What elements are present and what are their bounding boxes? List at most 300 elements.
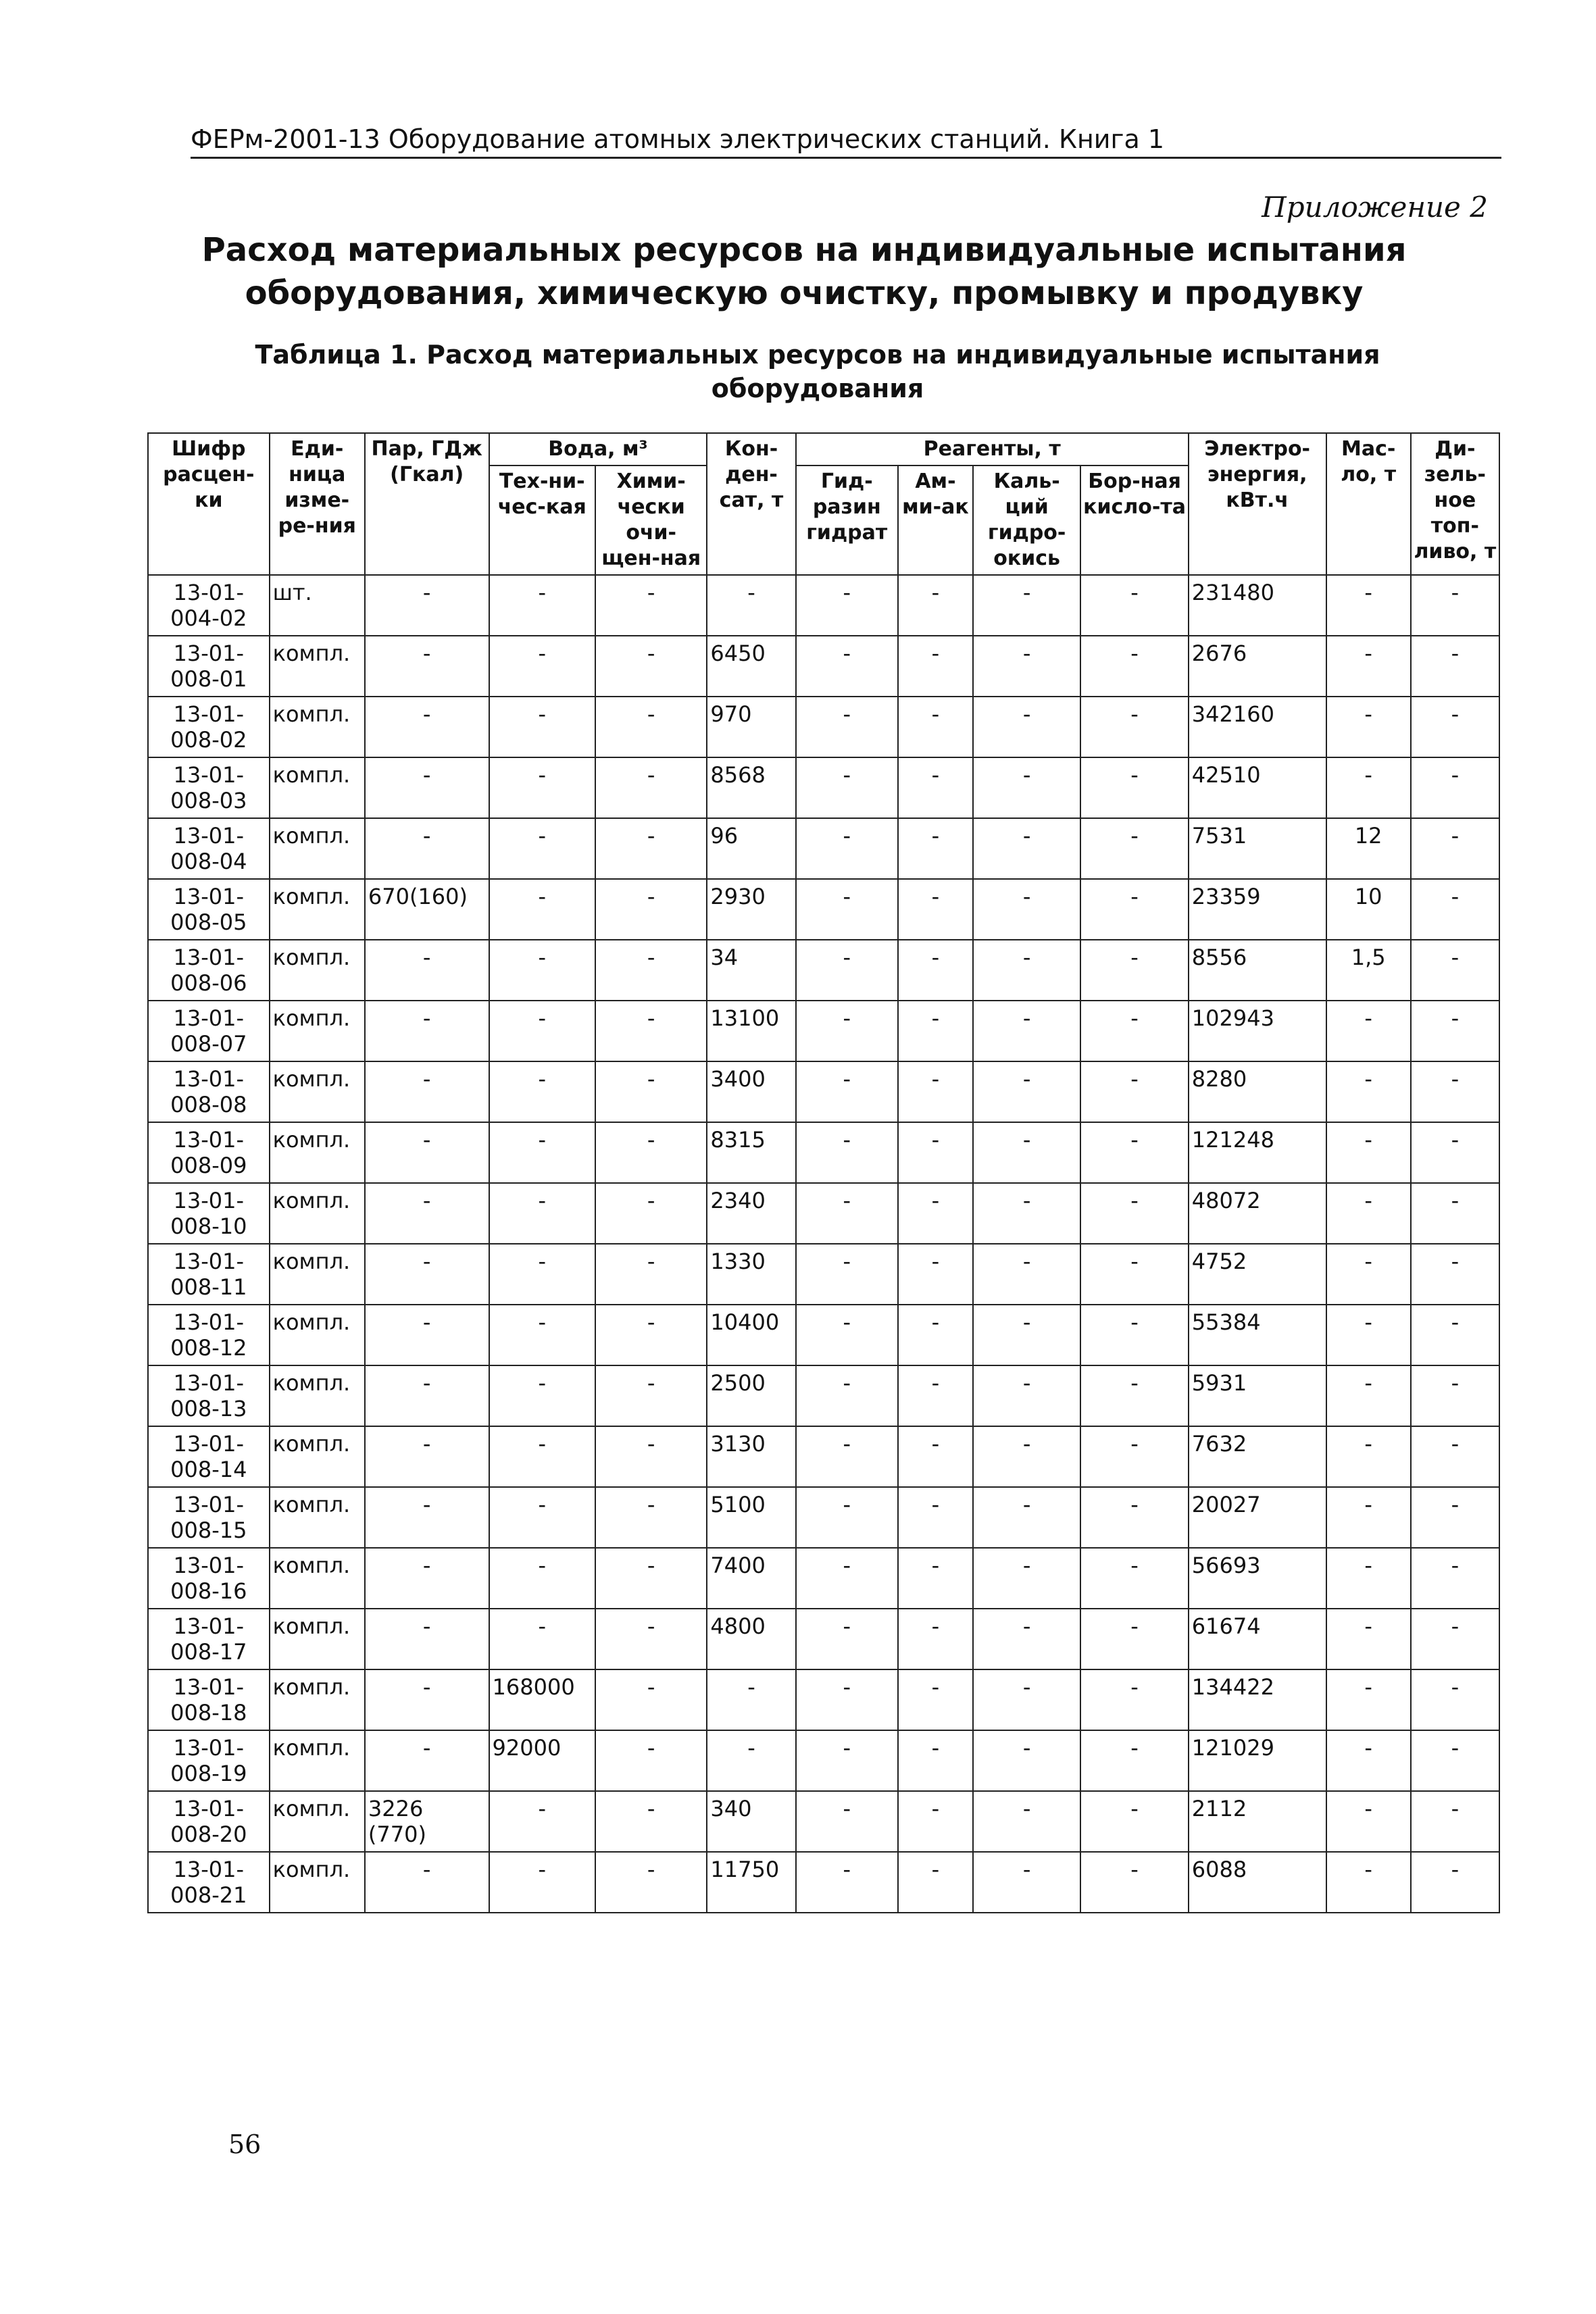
cell-electricity: 8556 [1189, 940, 1326, 1001]
resources-table [147, 432, 1500, 1913]
cell-unit: компл. [270, 1183, 365, 1244]
cell-electricity: 7632 [1189, 1426, 1326, 1487]
running-header: ФЕРм-2001-13 Оборудование атомных электрических станций. Книга 1 [191, 123, 1501, 159]
cell-ammonia: - [898, 879, 973, 940]
cell-steam: 670(160) [365, 879, 489, 940]
table-row [148, 1183, 1499, 1244]
cell-diesel: - [1411, 1244, 1499, 1305]
cell-steam: - [365, 1244, 489, 1305]
cell-hydrazine: - [796, 879, 898, 940]
cell-hydrazine: - [796, 1426, 898, 1487]
cell-oil: - [1326, 757, 1411, 818]
cell-electricity: 121248 [1189, 1122, 1326, 1183]
cell-water-technical: - [489, 1061, 595, 1122]
table-row [148, 1122, 1499, 1183]
cell-oil: 10 [1326, 879, 1411, 940]
cell-diesel: - [1411, 1001, 1499, 1061]
cell-boric-acid: - [1080, 1426, 1188, 1487]
cell-hydrazine: - [796, 1061, 898, 1122]
cell-unit: компл. [270, 1609, 365, 1669]
table-body [148, 575, 1499, 1913]
cell-unit: компл. [270, 879, 365, 940]
cell-condensate: 13100 [707, 1001, 795, 1061]
cell-oil: - [1326, 1487, 1411, 1548]
cell-code: 13-01-008-04 [148, 818, 270, 879]
table-title: Таблица 1. Расход материальных ресурсов на индивидуальные испытания оборудования [255, 340, 1380, 403]
cell-calcium-hydroxide: - [973, 1852, 1080, 1913]
cell-condensate: 6450 [707, 636, 795, 697]
cell-water-chemical: - [595, 1609, 707, 1669]
cell-hydrazine: - [796, 1730, 898, 1791]
col-electricity: Электро-энергия, кВт.ч [1189, 433, 1326, 575]
cell-boric-acid: - [1080, 1669, 1188, 1730]
cell-code: 13-01-008-17 [148, 1609, 270, 1669]
cell-steam: - [365, 1305, 489, 1365]
cell-electricity: 56693 [1189, 1548, 1326, 1609]
cell-hydrazine: - [796, 1487, 898, 1548]
cell-hydrazine: - [796, 697, 898, 757]
cell-water-chemical: - [595, 879, 707, 940]
cell-code: 13-01-008-14 [148, 1426, 270, 1487]
cell-steam: 3226 (770) [365, 1791, 489, 1852]
col-water-chemical: Хими-чески очи-щен-ная [595, 466, 707, 575]
cell-diesel: - [1411, 1487, 1499, 1548]
cell-electricity: 5931 [1189, 1365, 1326, 1426]
cell-water-chemical: - [595, 818, 707, 879]
cell-code: 13-01-008-13 [148, 1365, 270, 1426]
cell-calcium-hydroxide: - [973, 818, 1080, 879]
cell-steam: - [365, 575, 489, 636]
cell-water-technical: - [489, 1365, 595, 1426]
cell-calcium-hydroxide: - [973, 1730, 1080, 1791]
cell-diesel: - [1411, 636, 1499, 697]
cell-ammonia: - [898, 1365, 973, 1426]
cell-electricity: 20027 [1189, 1487, 1326, 1548]
col-condensate: Кон-ден-сат, т [707, 433, 795, 575]
cell-steam: - [365, 697, 489, 757]
table-row [148, 1548, 1499, 1609]
cell-water-technical: - [489, 1244, 595, 1305]
cell-ammonia: - [898, 1548, 973, 1609]
cell-ammonia: - [898, 1609, 973, 1669]
cell-ammonia: - [898, 1122, 973, 1183]
cell-boric-acid: - [1080, 575, 1188, 636]
cell-hydrazine: - [796, 1244, 898, 1305]
cell-code: 13-01-008-02 [148, 697, 270, 757]
table-row [148, 1001, 1499, 1061]
cell-ammonia: - [898, 1426, 973, 1487]
cell-water-chemical: - [595, 1001, 707, 1061]
cell-unit: компл. [270, 1730, 365, 1791]
cell-calcium-hydroxide: - [973, 757, 1080, 818]
cell-oil: - [1326, 1426, 1411, 1487]
cell-calcium-hydroxide: - [973, 1609, 1080, 1669]
col-oil: Мас-ло, т [1326, 433, 1411, 575]
cell-diesel: - [1411, 1061, 1499, 1122]
cell-unit: компл. [270, 1305, 365, 1365]
cell-oil: - [1326, 1244, 1411, 1305]
cell-steam: - [365, 1122, 489, 1183]
cell-condensate: 8315 [707, 1122, 795, 1183]
page-title: Расход материальных ресурсов на индивидуальные испытания оборудования, химическую очистку, промывку и продувку [201, 231, 1407, 312]
col-diesel: Ди-зель-ное топ-ливо, т [1411, 433, 1499, 575]
table-row [148, 1791, 1499, 1852]
cell-oil: - [1326, 1305, 1411, 1365]
col-reagents: Реагенты, т [796, 433, 1189, 466]
cell-diesel: - [1411, 940, 1499, 1001]
cell-oil: 1,5 [1326, 940, 1411, 1001]
col-ammonia: Ам-ми-ак [898, 466, 973, 575]
cell-code: 13-01-008-07 [148, 1001, 270, 1061]
cell-water-technical: - [489, 1548, 595, 1609]
cell-ammonia: - [898, 1001, 973, 1061]
table-row [148, 1487, 1499, 1548]
cell-steam: - [365, 1852, 489, 1913]
cell-unit: компл. [270, 1548, 365, 1609]
cell-calcium-hydroxide: - [973, 636, 1080, 697]
cell-boric-acid: - [1080, 1122, 1188, 1183]
cell-code: 13-01-008-01 [148, 636, 270, 697]
col-steam: Пар, ГДж (Гкал) [365, 433, 489, 575]
cell-boric-acid: - [1080, 1061, 1188, 1122]
cell-water-technical: - [489, 1305, 595, 1365]
cell-condensate: - [707, 575, 795, 636]
cell-water-chemical: - [595, 1183, 707, 1244]
cell-ammonia: - [898, 1305, 973, 1365]
cell-unit: компл. [270, 1669, 365, 1730]
cell-condensate: - [707, 1730, 795, 1791]
cell-unit: компл. [270, 818, 365, 879]
cell-boric-acid: - [1080, 636, 1188, 697]
cell-steam: - [365, 1426, 489, 1487]
cell-water-technical: - [489, 757, 595, 818]
cell-ammonia: - [898, 1730, 973, 1791]
cell-water-technical: - [489, 1001, 595, 1061]
cell-steam: - [365, 1365, 489, 1426]
cell-boric-acid: - [1080, 1365, 1188, 1426]
cell-condensate: 34 [707, 940, 795, 1001]
cell-oil: - [1326, 1365, 1411, 1426]
cell-boric-acid: - [1080, 1183, 1188, 1244]
cell-condensate: 96 [707, 818, 795, 879]
cell-boric-acid: - [1080, 940, 1188, 1001]
cell-hydrazine: - [796, 1365, 898, 1426]
cell-electricity: 42510 [1189, 757, 1326, 818]
cell-hydrazine: - [796, 1852, 898, 1913]
cell-electricity: 4752 [1189, 1244, 1326, 1305]
cell-steam: - [365, 1061, 489, 1122]
cell-steam: - [365, 636, 489, 697]
table-row [148, 1609, 1499, 1669]
cell-calcium-hydroxide: - [973, 697, 1080, 757]
cell-condensate: 8568 [707, 757, 795, 818]
cell-steam: - [365, 1730, 489, 1791]
cell-ammonia: - [898, 818, 973, 879]
cell-steam: - [365, 1487, 489, 1548]
table-row [148, 1305, 1499, 1365]
cell-code: 13-01-008-16 [148, 1548, 270, 1609]
cell-steam: - [365, 940, 489, 1001]
cell-water-chemical: - [595, 757, 707, 818]
cell-ammonia: - [898, 636, 973, 697]
cell-unit: компл. [270, 636, 365, 697]
cell-condensate: 5100 [707, 1487, 795, 1548]
cell-code: 13-01-008-10 [148, 1183, 270, 1244]
cell-diesel: - [1411, 879, 1499, 940]
cell-calcium-hydroxide: - [973, 1244, 1080, 1305]
cell-water-chemical: - [595, 1365, 707, 1426]
table-row [148, 636, 1499, 697]
table-row [148, 575, 1499, 636]
cell-water-technical: - [489, 697, 595, 757]
cell-condensate: - [707, 1669, 795, 1730]
cell-condensate: 7400 [707, 1548, 795, 1609]
cell-boric-acid: - [1080, 1001, 1188, 1061]
cell-steam: - [365, 757, 489, 818]
cell-oil: - [1326, 1548, 1411, 1609]
cell-oil: - [1326, 575, 1411, 636]
cell-hydrazine: - [796, 1122, 898, 1183]
cell-steam: - [365, 1183, 489, 1244]
cell-hydrazine: - [796, 1548, 898, 1609]
cell-diesel: - [1411, 1305, 1499, 1365]
cell-ammonia: - [898, 1061, 973, 1122]
col-water: Вода, м³ [489, 433, 707, 466]
cell-boric-acid: - [1080, 1548, 1188, 1609]
cell-code: 13-01-008-09 [148, 1122, 270, 1183]
col-code: Шифр расцен-ки [148, 433, 270, 575]
appendix-label: Приложение 2 [1262, 191, 1488, 224]
cell-hydrazine: - [796, 818, 898, 879]
cell-steam: - [365, 1669, 489, 1730]
cell-electricity: 8280 [1189, 1061, 1326, 1122]
table-row [148, 1669, 1499, 1730]
cell-boric-acid: - [1080, 1305, 1188, 1365]
cell-oil: - [1326, 1001, 1411, 1061]
cell-unit: компл. [270, 1487, 365, 1548]
cell-unit: компл. [270, 697, 365, 757]
cell-ammonia: - [898, 1791, 973, 1852]
cell-boric-acid: - [1080, 818, 1188, 879]
cell-electricity: 48072 [1189, 1183, 1326, 1244]
cell-ammonia: - [898, 757, 973, 818]
cell-code: 13-01-008-18 [148, 1669, 270, 1730]
cell-unit: компл. [270, 1001, 365, 1061]
cell-electricity: 23359 [1189, 879, 1326, 940]
cell-condensate: 11750 [707, 1852, 795, 1913]
cell-ammonia: - [898, 1183, 973, 1244]
cell-oil: - [1326, 1061, 1411, 1122]
cell-unit: шт. [270, 575, 365, 636]
cell-code: 13-01-008-12 [148, 1305, 270, 1365]
cell-diesel: - [1411, 1122, 1499, 1183]
table-row [148, 757, 1499, 818]
cell-electricity: 55384 [1189, 1305, 1326, 1365]
cell-calcium-hydroxide: - [973, 940, 1080, 1001]
col-calcium-hydroxide: Каль-ций гидро-окись [973, 466, 1080, 575]
cell-water-technical: - [489, 879, 595, 940]
table-row [148, 1244, 1499, 1305]
cell-steam: - [365, 1001, 489, 1061]
cell-calcium-hydroxide: - [973, 1061, 1080, 1122]
page-number: 56 [228, 2130, 261, 2159]
cell-calcium-hydroxide: - [973, 1669, 1080, 1730]
cell-electricity: 102943 [1189, 1001, 1326, 1061]
cell-hydrazine: - [796, 1791, 898, 1852]
cell-water-chemical: - [595, 1305, 707, 1365]
cell-water-technical: - [489, 636, 595, 697]
cell-code: 13-01-008-05 [148, 879, 270, 940]
cell-boric-acid: - [1080, 1487, 1188, 1548]
cell-diesel: - [1411, 757, 1499, 818]
table-row [148, 1061, 1499, 1122]
cell-water-technical: - [489, 1122, 595, 1183]
cell-hydrazine: - [796, 1001, 898, 1061]
cell-electricity: 231480 [1189, 575, 1326, 636]
cell-electricity: 2676 [1189, 636, 1326, 697]
col-boric-acid: Бор-ная кисло-та [1080, 466, 1188, 575]
cell-diesel: - [1411, 1791, 1499, 1852]
table-row [148, 1852, 1499, 1913]
cell-calcium-hydroxide: - [973, 1426, 1080, 1487]
cell-unit: компл. [270, 1426, 365, 1487]
cell-oil: 12 [1326, 818, 1411, 879]
cell-diesel: - [1411, 1609, 1499, 1669]
cell-hydrazine: - [796, 940, 898, 1001]
cell-hydrazine: - [796, 1669, 898, 1730]
table-row [148, 697, 1499, 757]
cell-water-chemical: - [595, 940, 707, 1001]
cell-ammonia: - [898, 575, 973, 636]
cell-oil: - [1326, 1852, 1411, 1913]
cell-diesel: - [1411, 575, 1499, 636]
cell-unit: компл. [270, 1365, 365, 1426]
cell-condensate: 1330 [707, 1244, 795, 1305]
cell-unit: компл. [270, 1061, 365, 1122]
cell-code: 13-01-008-03 [148, 757, 270, 818]
cell-water-technical: 92000 [489, 1730, 595, 1791]
cell-water-technical: - [489, 1487, 595, 1548]
cell-water-technical: - [489, 1426, 595, 1487]
cell-water-chemical: - [595, 1244, 707, 1305]
cell-electricity: 7531 [1189, 818, 1326, 879]
cell-diesel: - [1411, 818, 1499, 879]
cell-oil: - [1326, 1669, 1411, 1730]
cell-oil: - [1326, 1609, 1411, 1669]
cell-ammonia: - [898, 1669, 973, 1730]
cell-water-chemical: - [595, 1548, 707, 1609]
cell-ammonia: - [898, 697, 973, 757]
cell-condensate: 4800 [707, 1609, 795, 1669]
cell-water-chemical: - [595, 1730, 707, 1791]
cell-oil: - [1326, 697, 1411, 757]
cell-calcium-hydroxide: - [973, 1183, 1080, 1244]
cell-boric-acid: - [1080, 697, 1188, 757]
cell-calcium-hydroxide: - [973, 1365, 1080, 1426]
cell-steam: - [365, 818, 489, 879]
cell-diesel: - [1411, 1548, 1499, 1609]
table-row [148, 879, 1499, 940]
table-row [148, 1426, 1499, 1487]
cell-water-chemical: - [595, 575, 707, 636]
cell-oil: - [1326, 1122, 1411, 1183]
cell-condensate: 340 [707, 1791, 795, 1852]
cell-steam: - [365, 1609, 489, 1669]
cell-water-chemical: - [595, 1061, 707, 1122]
cell-hydrazine: - [796, 1183, 898, 1244]
cell-condensate: 3400 [707, 1061, 795, 1122]
cell-code: 13-01-008-21 [148, 1852, 270, 1913]
cell-code: 13-01-008-15 [148, 1487, 270, 1548]
cell-condensate: 10400 [707, 1305, 795, 1365]
cell-calcium-hydroxide: - [973, 1122, 1080, 1183]
cell-electricity: 342160 [1189, 697, 1326, 757]
cell-water-chemical: - [595, 1669, 707, 1730]
cell-hydrazine: - [796, 1305, 898, 1365]
cell-unit: компл. [270, 1791, 365, 1852]
cell-water-chemical: - [595, 1122, 707, 1183]
cell-hydrazine: - [796, 575, 898, 636]
col-water-technical: Тех-ни-чес-кая [489, 466, 595, 575]
cell-unit: компл. [270, 757, 365, 818]
cell-electricity: 134422 [1189, 1669, 1326, 1730]
cell-water-technical: - [489, 818, 595, 879]
cell-calcium-hydroxide: - [973, 1001, 1080, 1061]
cell-boric-acid: - [1080, 1791, 1188, 1852]
cell-water-technical: - [489, 1791, 595, 1852]
cell-oil: - [1326, 1791, 1411, 1852]
cell-calcium-hydroxide: - [973, 1548, 1080, 1609]
cell-electricity: 61674 [1189, 1609, 1326, 1669]
cell-calcium-hydroxide: - [973, 879, 1080, 940]
cell-code: 13-01-008-19 [148, 1730, 270, 1791]
cell-unit: компл. [270, 940, 365, 1001]
cell-diesel: - [1411, 1183, 1499, 1244]
cell-condensate: 2500 [707, 1365, 795, 1426]
cell-hydrazine: - [796, 1609, 898, 1669]
cell-water-technical: - [489, 1183, 595, 1244]
table-row [148, 1730, 1499, 1791]
col-hydrazine: Гид-разин гидрат [796, 466, 898, 575]
cell-calcium-hydroxide: - [973, 1487, 1080, 1548]
cell-electricity: 121029 [1189, 1730, 1326, 1791]
cell-boric-acid: - [1080, 879, 1188, 940]
cell-diesel: - [1411, 1365, 1499, 1426]
cell-water-chemical: - [595, 1791, 707, 1852]
cell-steam: - [365, 1548, 489, 1609]
cell-code: 13-01-008-11 [148, 1244, 270, 1305]
cell-boric-acid: - [1080, 1244, 1188, 1305]
cell-electricity: 6088 [1189, 1852, 1326, 1913]
cell-calcium-hydroxide: - [973, 1791, 1080, 1852]
cell-diesel: - [1411, 1852, 1499, 1913]
cell-unit: компл. [270, 1122, 365, 1183]
cell-ammonia: - [898, 1244, 973, 1305]
cell-ammonia: - [898, 940, 973, 1001]
cell-code: 13-01-004-02 [148, 575, 270, 636]
cell-calcium-hydroxide: - [973, 575, 1080, 636]
table-row [148, 1365, 1499, 1426]
cell-diesel: - [1411, 1730, 1499, 1791]
cell-water-chemical: - [595, 1487, 707, 1548]
cell-condensate: 3130 [707, 1426, 795, 1487]
cell-ammonia: - [898, 1852, 973, 1913]
table-row [148, 818, 1499, 879]
cell-code: 13-01-008-20 [148, 1791, 270, 1852]
cell-water-technical: - [489, 1609, 595, 1669]
cell-water-chemical: - [595, 636, 707, 697]
cell-boric-acid: - [1080, 1852, 1188, 1913]
